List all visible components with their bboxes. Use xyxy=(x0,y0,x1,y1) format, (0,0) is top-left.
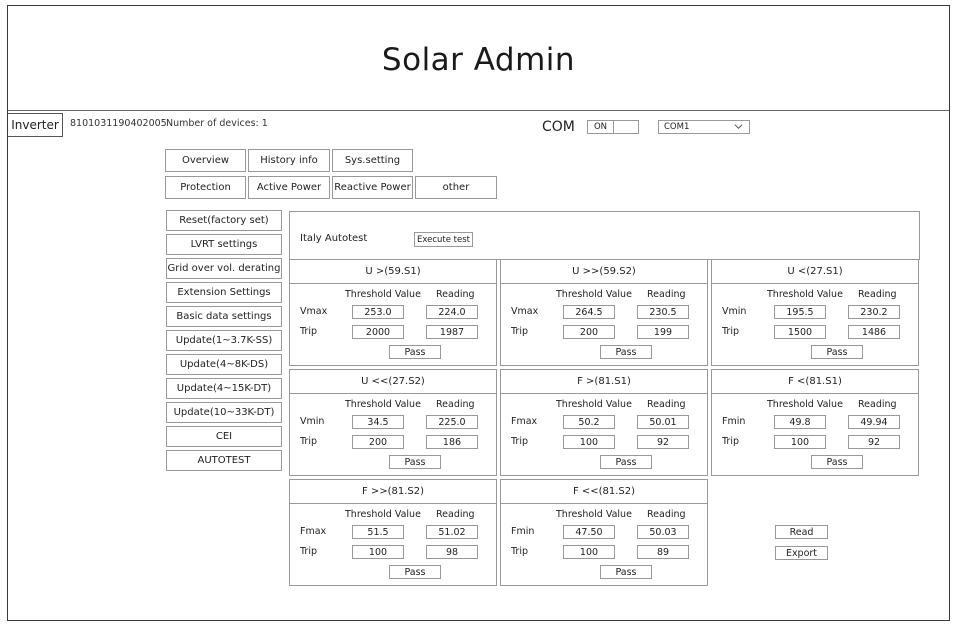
trip-label: Trip xyxy=(300,326,317,337)
card-title: F >>(81.S2) xyxy=(290,480,496,504)
test-card-f-ltlt-81s2 xyxy=(500,479,708,586)
threshold-value: 195.5 xyxy=(774,305,826,319)
card-title: F <(81.S1) xyxy=(712,370,918,394)
trip-reading-value: 92 xyxy=(637,435,689,449)
com-port-select[interactable] xyxy=(658,120,750,134)
com-label: COM xyxy=(542,119,575,135)
reading-value: 230.5 xyxy=(637,305,689,319)
param-label: Fmax xyxy=(300,526,327,537)
tab-overview[interactable]: Overview xyxy=(165,149,246,172)
col-reading-header: Reading xyxy=(647,289,686,300)
export-button[interactable]: Export xyxy=(775,546,828,560)
trip-reading-value: 1486 xyxy=(848,325,900,339)
threshold-value: 49.8 xyxy=(774,415,826,429)
test-card-u-gtgt-59s2 xyxy=(500,259,708,366)
test-card-f-gtgt-81s2 xyxy=(289,479,497,586)
sidebar-item-update-10-33k-dt[interactable]: Update(10~33K-DT) xyxy=(166,402,282,423)
reading-value: 51.02 xyxy=(426,525,478,539)
trip-label: Trip xyxy=(300,436,317,447)
trip-threshold-value: 100 xyxy=(352,545,404,559)
execute-test-button[interactable]: Execute test xyxy=(414,232,473,247)
reading-value: 230.2 xyxy=(848,305,900,319)
card-title: U >>(59.S2) xyxy=(501,260,707,284)
device-serial: 8101031190402005 xyxy=(70,118,167,129)
card-title: U <<(27.S2) xyxy=(290,370,496,394)
reading-value: 49.94 xyxy=(848,415,900,429)
card-title: U <(27.S1) xyxy=(712,260,918,284)
param-label: Vmax xyxy=(300,306,328,317)
sidebar-item-reset-factory[interactable]: Reset(factory set) xyxy=(166,210,282,231)
threshold-value: 50.2 xyxy=(563,415,615,429)
col-reading-header: Reading xyxy=(858,289,897,300)
param-label: Fmin xyxy=(511,526,535,537)
card-title: F <<(81.S2) xyxy=(501,480,707,504)
com-toggle-off[interactable] xyxy=(614,121,638,133)
trip-label: Trip xyxy=(722,436,739,447)
reading-value: 225.0 xyxy=(426,415,478,429)
trip-threshold-value: 100 xyxy=(774,435,826,449)
sidebar-item-update-1-3-7k-ss[interactable]: Update(1~3.7K-SS) xyxy=(166,330,282,351)
param-label: Fmin xyxy=(722,416,746,427)
param-label: Vmin xyxy=(300,416,325,427)
trip-reading-value: 89 xyxy=(637,545,689,559)
sidebar-item-lvrt-settings[interactable]: LVRT settings xyxy=(166,234,282,255)
param-label: Vmin xyxy=(722,306,747,317)
trip-label: Trip xyxy=(511,326,528,337)
col-threshold-header: Threshold Value xyxy=(767,399,843,410)
col-threshold-header: Threshold Value xyxy=(767,289,843,300)
threshold-value: 253.0 xyxy=(352,305,404,319)
tab-sys-setting[interactable]: Sys.setting xyxy=(332,149,413,172)
inverter-tab[interactable]: Inverter xyxy=(8,113,63,137)
col-reading-header: Reading xyxy=(436,289,475,300)
tab-other[interactable]: other xyxy=(415,176,497,199)
trip-threshold-value: 100 xyxy=(563,435,615,449)
com-port-value: COM1 xyxy=(664,122,690,132)
sidebar-item-basic-data-settings[interactable]: Basic data settings xyxy=(166,306,282,327)
result-badge: Pass xyxy=(811,455,863,469)
reading-value: 224.0 xyxy=(426,305,478,319)
col-reading-header: Reading xyxy=(647,509,686,520)
col-reading-header: Reading xyxy=(436,509,475,520)
sidebar-item-autotest[interactable]: AUTOTEST xyxy=(166,450,282,471)
result-badge: Pass xyxy=(600,455,652,469)
result-badge: Pass xyxy=(389,345,441,359)
com-toggle[interactable] xyxy=(587,120,639,134)
sidebar-item-extension-settings[interactable]: Extension Settings xyxy=(166,282,282,303)
param-label: Fmax xyxy=(511,416,538,427)
result-badge: Pass xyxy=(389,565,441,579)
col-threshold-header: Threshold Value xyxy=(556,289,632,300)
device-count: Number of devices: 1 xyxy=(166,118,268,129)
test-card-f-gt-81s1 xyxy=(500,369,708,476)
result-badge: Pass xyxy=(600,345,652,359)
col-threshold-header: Threshold Value xyxy=(556,509,632,520)
result-badge: Pass xyxy=(389,455,441,469)
col-reading-header: Reading xyxy=(858,399,897,410)
result-badge: Pass xyxy=(811,345,863,359)
trip-reading-value: 1987 xyxy=(426,325,478,339)
sidebar-item-update-4-8k-ds[interactable]: Update(4~8K-DS) xyxy=(166,354,282,375)
sidebar-item-cei[interactable]: CEI xyxy=(166,426,282,447)
card-title: U >(59.S1) xyxy=(290,260,496,284)
test-card-u-lt-27s1 xyxy=(711,259,919,366)
test-card-u-ltlt-27s2 xyxy=(289,369,497,476)
com-toggle-on[interactable]: ON xyxy=(588,121,614,133)
app-window xyxy=(7,5,950,621)
app-header xyxy=(8,6,949,111)
col-reading-header: Reading xyxy=(647,399,686,410)
trip-label: Trip xyxy=(722,326,739,337)
autotest-title: Italy Autotest xyxy=(300,233,368,244)
threshold-value: 47.50 xyxy=(563,525,615,539)
trip-threshold-value: 200 xyxy=(563,325,615,339)
reading-value: 50.03 xyxy=(637,525,689,539)
chevron-down-icon xyxy=(734,122,743,131)
trip-threshold-value: 100 xyxy=(563,545,615,559)
card-title: F >(81.S1) xyxy=(501,370,707,394)
sidebar-item-grid-over-vol-derating[interactable]: Grid over vol. derating xyxy=(166,258,282,279)
tab-protection[interactable]: Protection xyxy=(165,176,246,199)
tab-history-info[interactable]: History info xyxy=(248,149,330,172)
read-button[interactable]: Read xyxy=(775,525,828,539)
col-threshold-header: Threshold Value xyxy=(345,399,421,410)
trip-threshold-value: 1500 xyxy=(774,325,826,339)
trip-threshold-value: 200 xyxy=(352,435,404,449)
test-card-u-gt-59s1 xyxy=(289,259,497,366)
threshold-value: 51.5 xyxy=(352,525,404,539)
trip-reading-value: 92 xyxy=(848,435,900,449)
param-label: Vmax xyxy=(511,306,539,317)
col-threshold-header: Threshold Value xyxy=(345,289,421,300)
trip-label: Trip xyxy=(511,546,528,557)
col-threshold-header: Threshold Value xyxy=(345,509,421,520)
app-title: Solar Admin xyxy=(381,42,576,78)
threshold-value: 264.5 xyxy=(563,305,615,319)
sidebar-item-update-4-15k-dt[interactable]: Update(4~15K-DT) xyxy=(166,378,282,399)
tab-active-power[interactable]: Active Power xyxy=(248,176,330,199)
trip-label: Trip xyxy=(511,436,528,447)
col-threshold-header: Threshold Value xyxy=(556,399,632,410)
trip-reading-value: 98 xyxy=(426,545,478,559)
test-card-f-lt-81s1 xyxy=(711,369,919,476)
threshold-value: 34.5 xyxy=(352,415,404,429)
trip-label: Trip xyxy=(300,546,317,557)
trip-reading-value: 199 xyxy=(637,325,689,339)
autotest-panel xyxy=(289,211,920,260)
tab-reactive-power[interactable]: Reactive Power xyxy=(332,176,413,199)
reading-value: 50.01 xyxy=(637,415,689,429)
trip-threshold-value: 2000 xyxy=(352,325,404,339)
col-reading-header: Reading xyxy=(436,399,475,410)
result-badge: Pass xyxy=(600,565,652,579)
trip-reading-value: 186 xyxy=(426,435,478,449)
